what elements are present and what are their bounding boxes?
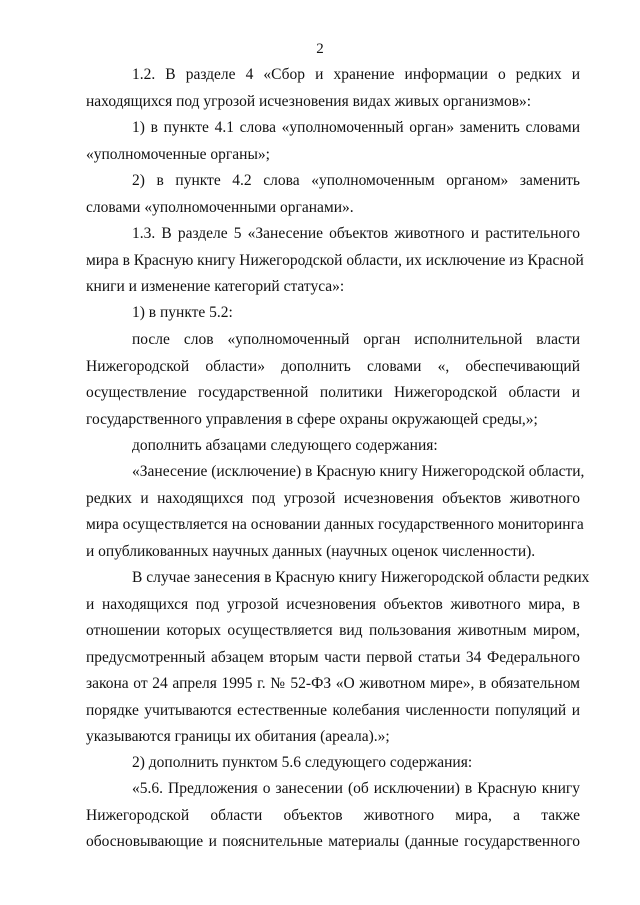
text-line: закона от 24 апреля 1995 г. № 52-ФЗ «О животном мире», в обязательном <box>86 675 580 692</box>
page-number: 2 <box>316 41 324 57</box>
paragraph-1-2 <box>86 62 580 115</box>
paragraph-v-sluchae <box>86 565 590 751</box>
text-line: и находящихся под угрозой исчезновения объектов животного мира, в <box>86 595 580 613</box>
text-line: Нижегородской области» дополнить словами «, обеспечивающий <box>86 357 580 375</box>
paragraph-quote-5-6 <box>86 776 580 856</box>
text-line: 1.3. В разделе 5 «Занесение объектов животного и растительного <box>132 225 580 242</box>
paragraph-after-words <box>86 327 580 433</box>
text-line: редких и находящихся под угрозой исчезновения объектов животного <box>86 489 580 507</box>
text-line: книги и изменение категорий статуса»: <box>86 278 345 295</box>
text-line: 1) в пункте 5.2: <box>132 304 233 321</box>
paragraph-item-2 <box>86 168 580 221</box>
text-line: «уполномоченные органы»; <box>86 145 270 163</box>
paragraph-item-5-6 <box>86 750 580 777</box>
text-line: 2) в пункте 4.2 слова «уполномоченным органом» заменить <box>132 172 580 189</box>
text-line: обосновывающие и пояснительные материалы (данные государственного <box>86 833 580 850</box>
text-line: и опубликованных научных данных (научных оценок численности). <box>86 542 536 560</box>
paragraph-item-5-2 <box>86 300 580 327</box>
text-line: дополнить абзацами следующего содержания: <box>132 437 438 454</box>
text-line: 2) дополнить пунктом 5.6 следующего содержания: <box>132 754 473 771</box>
text-line: после слов «уполномоченный орган исполнительной власти <box>132 331 580 348</box>
paragraph-1-3 <box>86 221 584 301</box>
text-line: словами «уполномоченными органами». <box>86 198 354 216</box>
text-line: 1) в пункте 4.1 слова «уполномоченный орган» заменить словами <box>132 119 580 136</box>
text-line: указываются границы их обитания (ареала).»; <box>86 728 390 745</box>
text-line: осуществление государственной политики Нижегородской области и <box>86 384 580 401</box>
text-line: 1.2. В разделе 4 «Сбор и хранение информации о редких и <box>132 66 580 83</box>
text-line: «Занесение (исключение) в Красную книгу Нижегородской области, <box>132 463 585 480</box>
text-line: мира в Красную книгу Нижегородской области, их исключение из Красной <box>86 251 584 269</box>
paragraph-add-abzacs <box>86 433 580 460</box>
paragraph-quote-zanesenie <box>86 459 585 565</box>
text-line: мира осуществляется на основании данных государственного мониторинга <box>86 516 584 533</box>
paragraph-item-1 <box>86 115 580 168</box>
text-line: В случае занесения в Красную книгу Нижегородской области редких <box>132 569 590 586</box>
text-line: предусмотренный абзацем вторым части первой статьи 34 Федерального <box>86 648 580 666</box>
text-line: порядке учитываются естественные колебания численности популяций и <box>86 701 580 719</box>
text-line: «5.6. Предложения о занесении (об исключении) в Красную книгу <box>132 780 580 797</box>
text-line: государственного управления в сфере охраны окружающей среды,»; <box>86 410 538 428</box>
text-line: находящихся под угрозой исчезновения видах живых организмов»: <box>86 92 532 110</box>
text-line: Нижегородской области объектов животного мира, а также <box>86 806 580 824</box>
text-line: отношении которых осуществляется вид пользования животным миром, <box>86 622 580 639</box>
